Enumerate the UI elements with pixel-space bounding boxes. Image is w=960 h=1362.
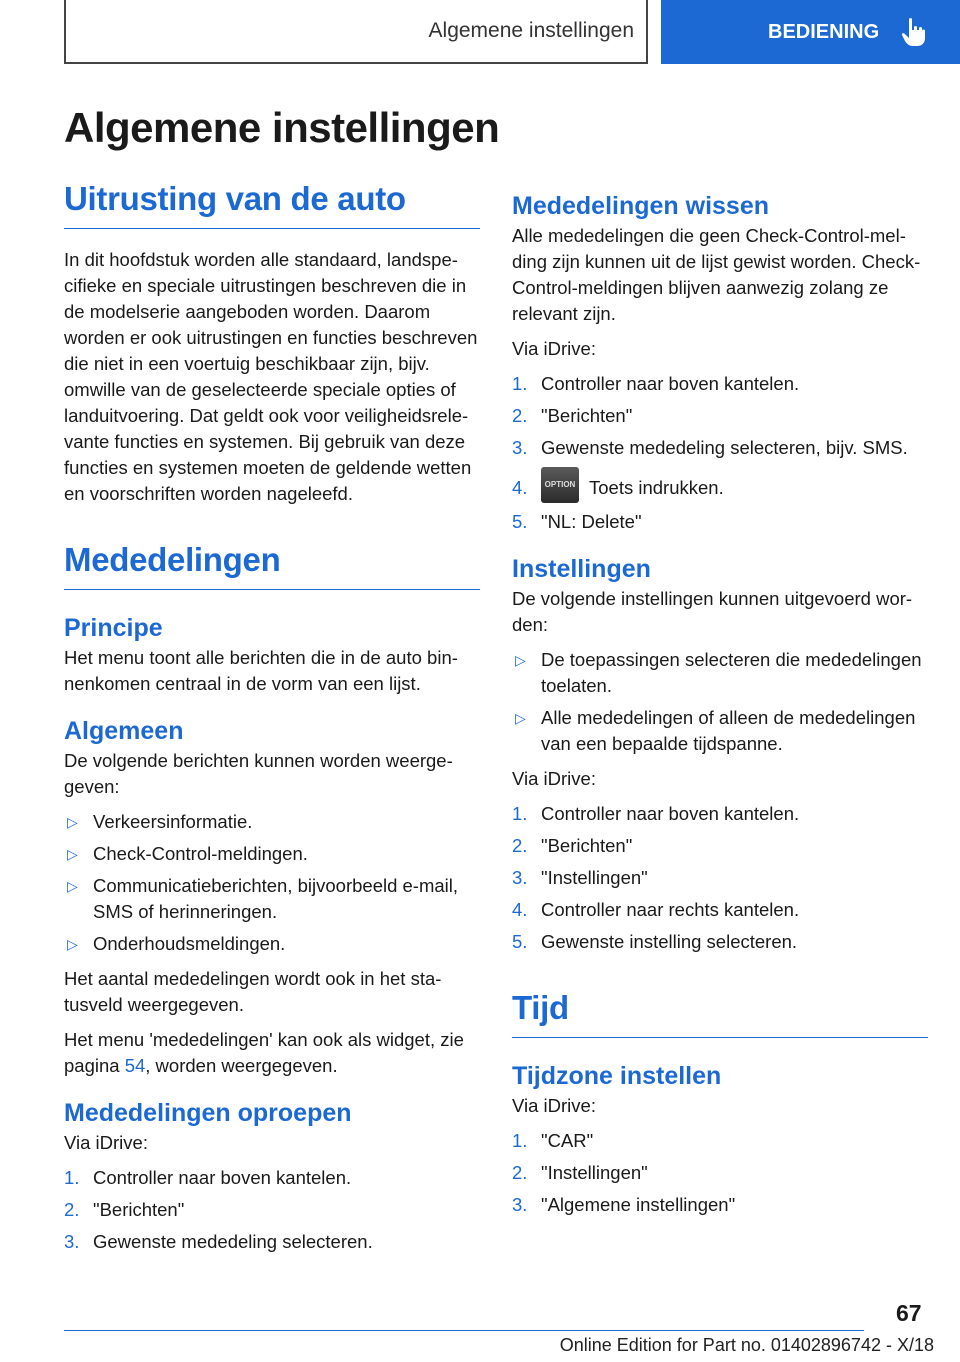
- step-item: 2. "Berichten": [512, 835, 633, 857]
- option-button-icon: OPTION: [541, 467, 579, 503]
- step-item: 1. Controller naar boven kantelen.: [64, 1167, 352, 1188]
- triangle-bullet-icon: ▷: [67, 878, 78, 894]
- step-item: 2. "Instellingen": [512, 1162, 648, 1184]
- triangle-bullet-icon: ▷: [67, 846, 78, 862]
- instellingen-steps: [512, 801, 928, 955]
- step-item: 4. Controller naar rechts kantelen.: [512, 899, 800, 921]
- header-chapter-tab[interactable]: [661, 0, 960, 64]
- step-item: 1. Controller naar boven kantelen.: [512, 373, 800, 394]
- step-item: 5. "NL: Delete": [512, 511, 642, 533]
- instellingen-title: Instellingen: [512, 555, 651, 584]
- page-link[interactable]: 54: [124, 1055, 146, 1076]
- oproepen-steps: [64, 1165, 480, 1255]
- algemeen-text: De volgende berichten kunnen worden weergegeven:: [64, 750, 453, 797]
- chapter-label: BEDIENING: [768, 20, 880, 43]
- oproepen-title: Mededelingen oproepen: [64, 1099, 352, 1127]
- step-item: 3. Gewenste mededeling selecteren.: [64, 1231, 373, 1252]
- principe-text: Het menu toont alle berichten die in de auto binnenkomen centraal in de vorm van een lijst.: [64, 647, 458, 694]
- section-title-uitrusting: Uitrusting van de auto: [64, 180, 480, 229]
- principe-title: Principe: [64, 614, 163, 642]
- list-item: ▷ Verkeersinformatie.: [64, 809, 480, 835]
- list-item: ▷ Check-Control-meldingen.: [64, 841, 480, 867]
- step-item: 2. "Berichten": [512, 405, 633, 426]
- uitrusting-text: In dit hoofdstuk worden alle standaard, landspecifieke en speciale uitrustingen beschreven die in de modelserie aangeboden worden. Daarom worden er ook uitrustingen en functies beschreven die niet in een voertuig beschikbaar zijn, bijv. omwille van de geselecteerde speciale opties of landuitvoering. Dat geldt ook voor veiligheidsrelevante functies en systemen. Bij gebruik van deze functies en systemen moeten de geldende wetten en voorschriften worden nageleefd.: [64, 249, 478, 504]
- via-idrive: Via iDrive:: [512, 338, 596, 359]
- step-item: 1. Controller naar boven kantelen.: [512, 803, 800, 825]
- step-item: 3. Gewenste mededeling selecteren, bijv. SMS.: [512, 437, 908, 458]
- via-idrive: Via iDrive:: [64, 1132, 148, 1153]
- tijdzone-title: Tijdzone instellen: [512, 1062, 722, 1091]
- algemeen-title: Algemeen: [64, 717, 184, 745]
- via-idrive: Via iDrive:: [512, 768, 596, 790]
- wissen-title: Mededelingen wissen: [512, 192, 770, 220]
- triangle-bullet-icon: ▷: [515, 652, 526, 669]
- step-item: 5. Gewenste instelling selecteren.: [512, 931, 798, 953]
- triangle-bullet-icon: ▷: [67, 936, 78, 952]
- list-item: ▷ Communicatieberichten, bijvoorbeeld e-mail, SMS of herinneringen.: [67, 875, 459, 922]
- step-item: 2. "Berichten": [64, 1199, 185, 1220]
- aantal-text: Het aantal mededelingen wordt ook in het statusveld weergegeven.: [64, 968, 442, 1015]
- hand-pointer-icon: [901, 17, 927, 47]
- step-item: 4. OPTION Toets indrukken.: [512, 475, 928, 503]
- step-item: 3. "Algemene instellingen": [512, 1194, 736, 1216]
- instellingen-text: De volgende instellingen kunnen uitgevoerd worden:: [512, 588, 913, 636]
- instellingen-list: [512, 647, 928, 757]
- algemeen-list: [64, 809, 480, 957]
- page-number: 67: [896, 1300, 922, 1326]
- section-title-tijd: Tijd: [512, 989, 928, 1038]
- right-column: [512, 192, 928, 1227]
- via-idrive: Via iDrive:: [512, 1095, 596, 1117]
- page-title: Algemene instellingen: [64, 104, 500, 151]
- wissen-text: Alle mededelingen die geen Check-Control-melding zijn kunnen uit de lijst gewist worden. Check-Control-meldingen blijven aanwezig zolang ze relevant zijn.: [512, 225, 921, 324]
- list-item: ▷ Alle mededelingen of alleen de mededelingen van een bepaalde tijdspanne.: [515, 707, 916, 755]
- header-section-title: Algemene instellingen: [64, 0, 648, 64]
- step-item: 1. "CAR": [512, 1130, 594, 1152]
- tijd-steps: [512, 1128, 928, 1218]
- triangle-bullet-icon: ▷: [67, 814, 78, 830]
- footer-edition: Online Edition for Part no. 01402896742 - X/18: [559, 1335, 934, 1355]
- list-item: ▷ De toepassingen selecteren die mededelingen toelaten.: [515, 649, 922, 697]
- footer-divider: [64, 1330, 864, 1331]
- section-title-mededelingen: Mededelingen: [64, 541, 480, 590]
- list-item: ▷ Onderhoudsmeldingen.: [64, 931, 480, 957]
- widget-text: Het menu 'mededelingen' kan ook als widget, zie pagina 54, worden weergegeven.: [64, 1029, 464, 1076]
- left-column: [64, 180, 480, 1264]
- triangle-bullet-icon: ▷: [515, 710, 526, 727]
- step-item: 3. "Instellingen": [512, 867, 648, 889]
- wissen-steps: [512, 371, 928, 535]
